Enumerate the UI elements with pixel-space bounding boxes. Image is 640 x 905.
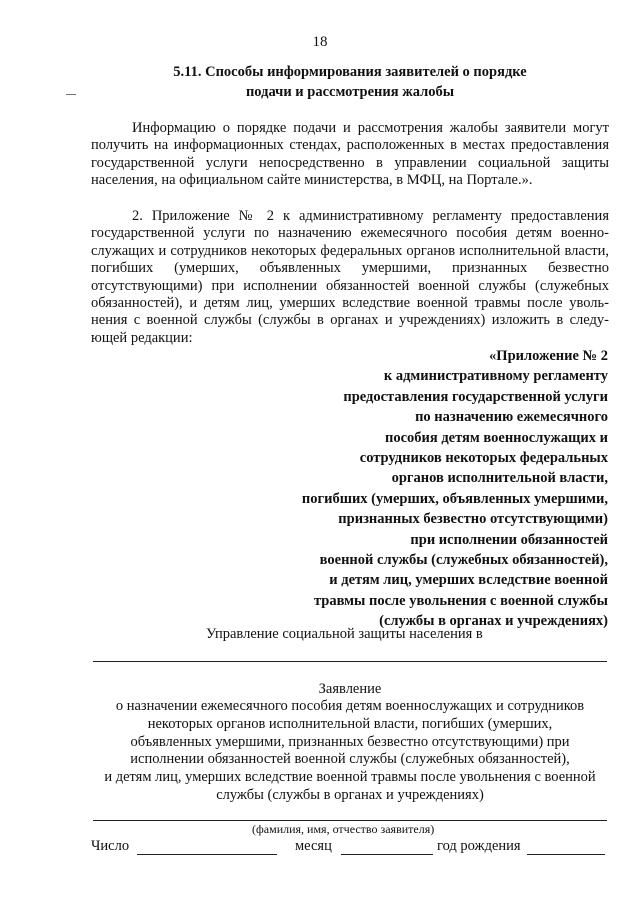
appendix-heading-line: «Приложение № 2 <box>489 348 608 364</box>
paragraph-complaint-info <box>91 120 609 190</box>
appendix-heading-line: органов исполнительной власти, <box>391 470 608 487</box>
birth-year-blank[interactable] <box>527 854 605 855</box>
paragraph-text: Информацию о порядке подачи и рассмотрения жалобы заявители могут получить на информационных стендах, расположенных в местах предоставления государственной услуги непосредственно в управлении социальной защиты населения, на официальном сайте министерства, в МФЦ, на Портале.». <box>91 120 609 189</box>
appendix-heading-line: предоставления государственной услуги <box>343 388 608 405</box>
appendix-heading-line: при исполнении обязанностей <box>410 531 608 548</box>
statement-line: и детям лиц, умерших вследствие военной травмы после увольнения с военной <box>104 769 596 786</box>
statement-line: службы (службы в органах и учреждениях) <box>216 786 484 803</box>
month-blank[interactable] <box>341 854 433 855</box>
birth-date-row <box>91 838 611 858</box>
statement-subject <box>88 698 612 805</box>
department-label: Управление социальной защиты населения в <box>206 626 483 642</box>
statement-title: Заявление <box>318 681 382 697</box>
section-title-line: 5.11. Способы информирования заявителей о порядке <box>173 64 527 80</box>
paragraph-amendment <box>91 208 609 347</box>
statement-line: о назначении ежемесячного пособия детям военнослужащих и сотрудников <box>115 698 585 714</box>
statement-line: некоторых органов исполнительной власти, погибших (умерших, <box>147 715 553 732</box>
appendix-heading-line: к административному регламенту <box>383 368 608 385</box>
applicant-name-caption: (фамилия, имя, отчество заявителя) <box>252 822 435 836</box>
appendix-heading-line: погибших (умерших, объявленных умершими, <box>301 490 608 507</box>
applicant-name-blank[interactable] <box>93 820 607 821</box>
appendix-heading-line: травмы после увольнения с военной службы <box>313 592 608 609</box>
day-blank[interactable] <box>137 854 277 855</box>
section-title-line: подачи и рассмотрения жалобы <box>245 84 455 100</box>
statement-line: исполнении обязанностей военной службы (служебных обязанностей), <box>130 751 570 768</box>
appendix-heading-line: пособия детям военнослужащих и <box>384 429 608 446</box>
appendix-heading-line: сотрудников некоторых федеральных <box>359 450 608 467</box>
month-label: месяц <box>295 838 332 854</box>
appendix-heading <box>248 346 608 632</box>
page-number: 18 <box>312 34 328 50</box>
appendix-heading-line: и детям лиц, умерших вследствие военной <box>329 572 608 589</box>
scan-mark <box>66 94 76 95</box>
section-title <box>130 62 570 102</box>
paragraph-text: 2. Приложение № 2 к административному регламенту предоставления государственной услуги по назначению ежемесячного пособия детям военно-служащих и сотрудников некоторых федеральных органов исполнительной власти, погибших (умерших, объявленных умершими, признанных безвестно отсутствующими) при исполнении обязанностей военной службы (служебных обязанностей), и детям лиц, умерших вследствие военной травмы после уволь-нения с военной службы (службы в органах и учреждениях) изложить в следу-ющей редакции: <box>91 208 609 346</box>
birth-year-label: год рождения <box>437 838 521 854</box>
appendix-heading-line: военной службы (служебных обязанностей), <box>319 552 608 569</box>
appendix-heading-line: (службы в органах и учреждениях) <box>379 613 608 630</box>
appendix-heading-line: по назначению ежемесячного <box>415 409 608 426</box>
day-label: Число <box>91 838 130 854</box>
statement-line: объявленных умершими, признанных безвестно отсутствующими) при <box>130 733 570 750</box>
appendix-heading-line: признанных безвестно отсутствующими) <box>338 511 608 528</box>
department-name-blank[interactable] <box>93 661 607 662</box>
